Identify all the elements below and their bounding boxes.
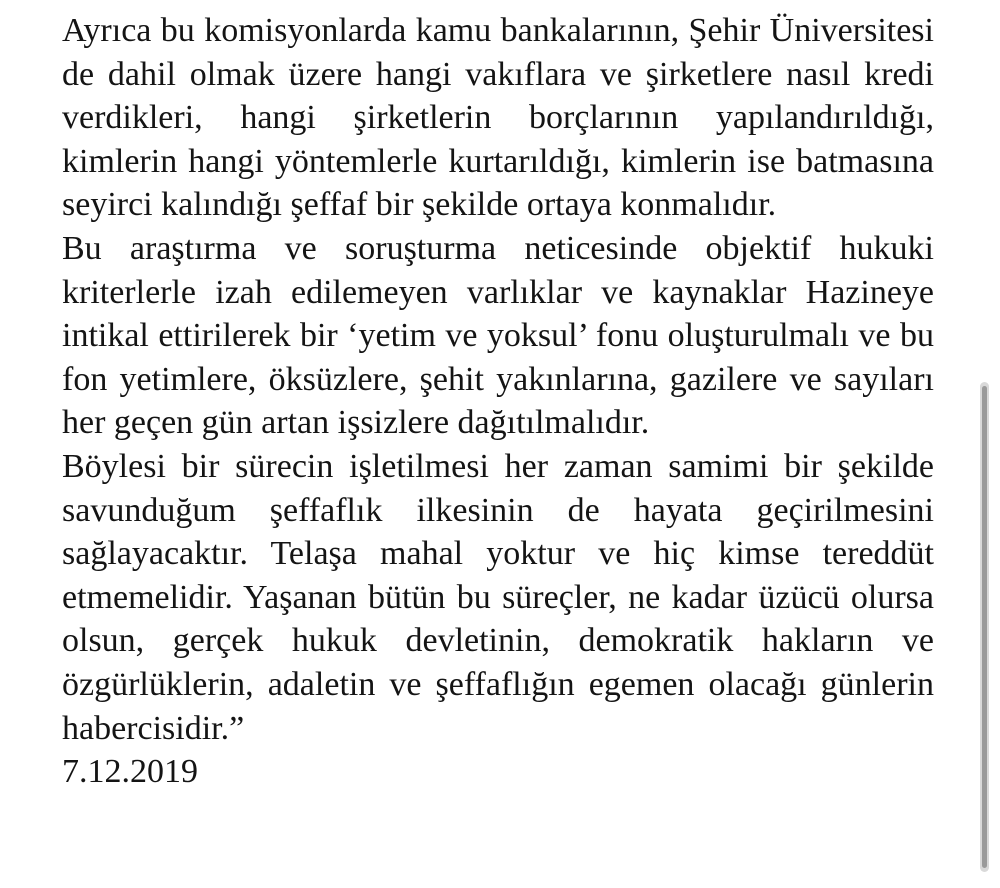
paragraph-3: Böylesi bir sürecin işletilmesi her zaman samimi bir şekilde savunduğum şeffaflık ilkesinin de hayata geçirilmesini sağlayacaktır. Telaşa mahal yoktur ve hiç kimse tereddüt etmemelidir. Yaşanan bütün bu süreçler, ne kadar üzücü olursa olsun, gerçek hukuk devletinin, demokratik hakların ve özgürlüklerin, adaletin ve şeffaflığın egemen olacağı günlerin habercisidir.” <box>62 447 934 747</box>
document-body <box>62 9 934 794</box>
paragraph-1: Ayrıca bu komisyonlarda kamu bankalarının, Şehir Üniversitesi de dahil olmak üzere hangi vakıflara ve şirketlere nasıl kredi verdikleri, hangi şirketlerin borçlarının yapılandırıldığı, kimlerin hangi yöntemlerle kurtarıldığı, kimlerin ise batmasına seyirci kalındığı şeffaf bir şekilde ortaya konmalıdır. <box>62 12 934 224</box>
paragraph-2: Bu araştırma ve soruşturma neticesinde objektif hukuki kriterlerle izah edilemeyen varlıklar ve kaynaklar Hazineye intikal ettirilerek bir ‘yetim ve yoksul’ fonu oluşturulmalı ve bu fon yetimlere, öksüzlere, şehit yakınlarına, gazilere ve sayıları her geçen gün artan işsizlere dağıtılmalıdır. <box>62 229 934 442</box>
vertical-scrollbar-thumb[interactable] <box>982 386 987 868</box>
document-date: 7.12.2019 <box>62 753 198 791</box>
